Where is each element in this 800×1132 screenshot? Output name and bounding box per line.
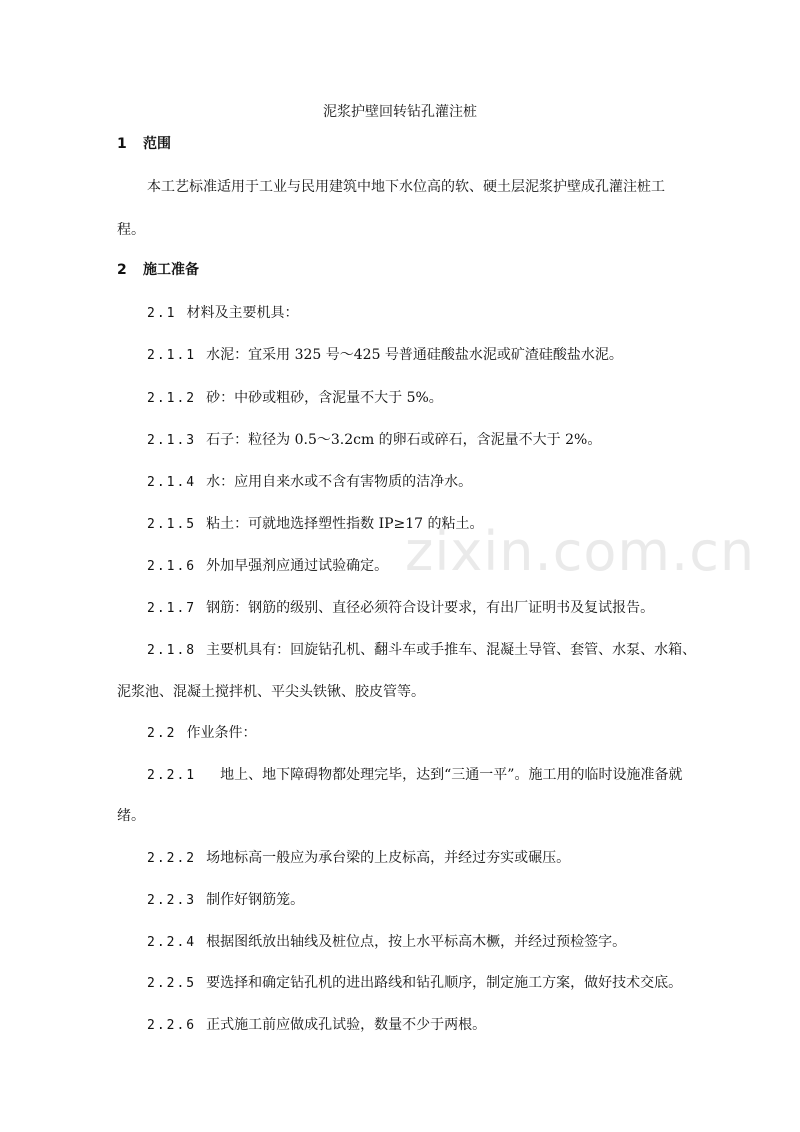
item-text: 要选择和确定钻孔机的进出路线和钻孔顺序，制定施工方案，做好技术交底。 — [206, 975, 683, 991]
item-number: 2.2.2 — [147, 851, 197, 866]
scope-paragraph-line-2: 程。 — [117, 222, 145, 238]
item-2-1-8-continuation: 泥浆池、混凝土搅拌机、平尖头铁锹、胶皮管等。 — [117, 684, 425, 700]
item-number: 2.1.4 — [147, 475, 197, 490]
item-2-1-3 — [147, 429, 601, 449]
item-text: 水：应用自来水或不含有害物质的洁净水。 — [206, 474, 473, 490]
item-number: 2.1.2 — [147, 391, 197, 406]
item-text: 主要机具有：回旋钻孔机、翻斗车或手推车、混凝土导管、套管、水泵、水箱、 — [206, 642, 697, 658]
item-text: 制作好钢筋笼。 — [206, 892, 305, 908]
item-2-2-1-continuation: 绪。 — [117, 808, 145, 824]
item-number: 2.1 — [147, 306, 177, 321]
item-2-1-8 — [147, 639, 696, 659]
item-2-1-7 — [147, 597, 654, 617]
item-text: 粘土：可就地选择塑性指数 IP≥17 的粘土。 — [206, 516, 484, 532]
item-number: 2.1.1 — [147, 348, 197, 363]
item-number: 2.1.6 — [147, 559, 197, 574]
item-text: 地上、地下障碍物都处理完毕，达到“三通一平”。施工用的临时设施准备就 — [206, 767, 683, 783]
item-number: 2.2.5 — [147, 976, 197, 991]
scope-paragraph-line-1: 本工艺标准适用于工业与民用建筑中地下水位高的软、硬土层泥浆护壁成孔灌注桩工 — [147, 179, 665, 195]
section-number: 1 — [117, 136, 127, 152]
item-2-2-4 — [147, 931, 626, 951]
item-2-2-3 — [147, 889, 304, 909]
item-2-2-2 — [147, 847, 570, 867]
section-heading-1 — [117, 133, 171, 153]
item-text: 外加早强剂应通过试验确定。 — [206, 558, 389, 574]
item-number: 2.2.3 — [147, 893, 197, 908]
item-number: 2.2.1 — [147, 768, 197, 783]
item-number: 2.1.8 — [147, 643, 197, 658]
item-2-1-2 — [147, 387, 443, 407]
item-text: 石子：粒径为 0.5～3.2cm 的卵石或碎石，含泥量不大于 2%。 — [206, 432, 602, 448]
item-2-2-1 — [147, 764, 682, 784]
watermark: zixin.com.cn — [405, 520, 756, 583]
item-text: 水泥：宜采用 325 号～425 号普通硅酸盐水泥或矿渣硅酸盐水泥。 — [206, 347, 623, 363]
item-2-1-6 — [147, 555, 388, 575]
item-text: 砂：中砂或粗砂，含泥量不大于 5%。 — [206, 390, 443, 406]
section-title: 施工准备 — [143, 262, 199, 278]
item-2-1-4 — [147, 471, 472, 491]
item-text: 场地标高一般应为承台梁的上皮标高，并经过夯实或碾压。 — [206, 850, 571, 866]
item-2-2 — [147, 722, 256, 742]
item-number: 2.1.5 — [147, 517, 197, 532]
item-2-1-1 — [147, 344, 623, 364]
item-number: 2.2 — [147, 726, 177, 741]
item-2-2-6 — [147, 1014, 486, 1034]
section-title: 范围 — [143, 136, 171, 152]
section-number: 2 — [117, 262, 127, 278]
item-2-1 — [147, 302, 298, 322]
item-text: 作业条件： — [186, 725, 257, 741]
item-2-2-5 — [147, 972, 682, 992]
section-heading-2 — [117, 259, 199, 279]
item-text: 材料及主要机具： — [186, 305, 299, 321]
item-number: 2.1.3 — [147, 433, 197, 448]
item-number: 2.2.4 — [147, 935, 197, 950]
page-title: 泥浆护壁回转钻孔灌注桩 — [323, 104, 477, 120]
item-text: 根据图纸放出轴线及桩位点，按上水平标高木橛，并经过预检签字。 — [206, 934, 627, 950]
item-text: 正式施工前应做成孔试验，数量不少于两根。 — [206, 1017, 487, 1033]
item-text: 钢筋：钢筋的级别、直径必须符合设计要求，有出厂证明书及复试报告。 — [206, 600, 655, 616]
item-number: 2.1.7 — [147, 601, 197, 616]
item-number: 2.2.6 — [147, 1018, 197, 1033]
